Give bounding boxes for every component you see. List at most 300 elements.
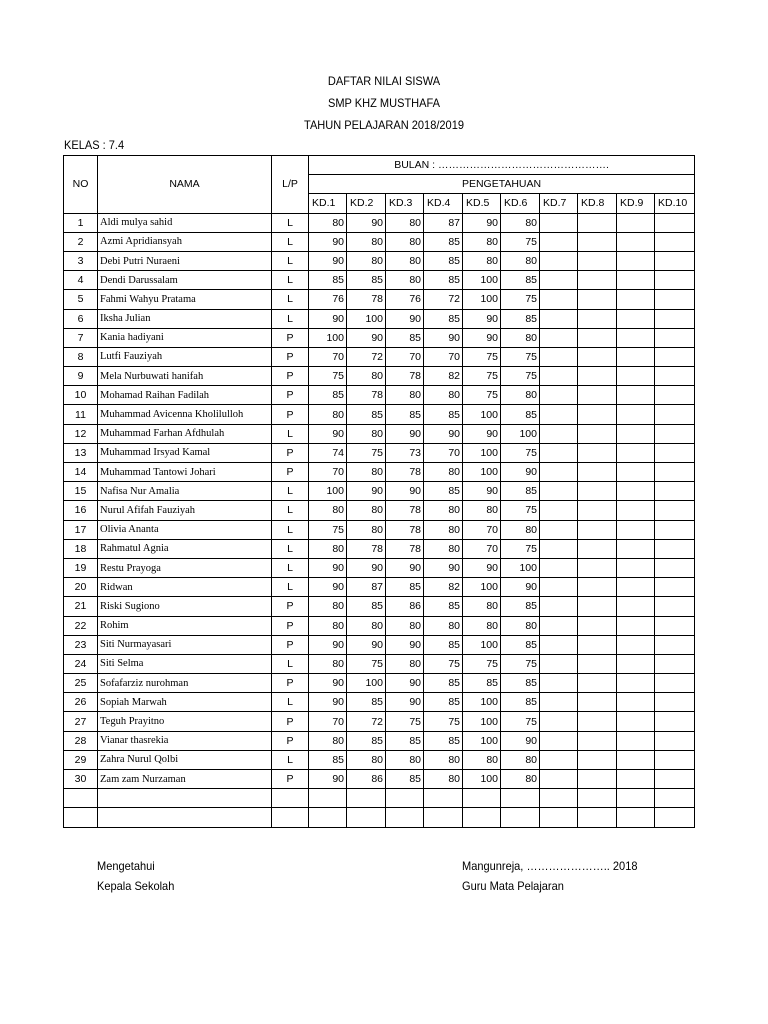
score-kd-10 — [655, 232, 695, 251]
score-kd-10 — [655, 290, 695, 309]
student-name: Zam zam Nurzaman — [98, 770, 272, 789]
score-kd-4: 85 — [424, 405, 463, 424]
score-kd-3: 86 — [386, 597, 424, 616]
row-number: 3 — [64, 251, 98, 270]
student-name: Ridwan — [98, 578, 272, 597]
score-kd-1: 90 — [309, 232, 347, 251]
row-number: 19 — [64, 558, 98, 577]
score-kd-6: 80 — [501, 750, 540, 769]
score-kd-5: 100 — [463, 271, 501, 290]
score-kd-9 — [617, 731, 655, 750]
score-kd-8 — [578, 750, 617, 769]
score-kd-9 — [617, 232, 655, 251]
score-kd-5: 80 — [463, 616, 501, 635]
row-number: 7 — [64, 328, 98, 347]
score-kd-10 — [655, 731, 695, 750]
score-kd-8 — [578, 482, 617, 501]
score-kd-5: 85 — [463, 674, 501, 693]
score-kd-1: 90 — [309, 558, 347, 577]
score-kd-3: 80 — [386, 232, 424, 251]
score-kd-8 — [578, 674, 617, 693]
score-kd-3: 90 — [386, 424, 424, 443]
score-kd-3: 80 — [386, 271, 424, 290]
score-kd-10 — [655, 424, 695, 443]
table-row — [64, 712, 695, 731]
score-kd-3: 80 — [386, 750, 424, 769]
score-kd-5: 90 — [463, 558, 501, 577]
score-kd-7 — [540, 482, 578, 501]
score-kd-3: 90 — [386, 309, 424, 328]
score-kd-10 — [655, 520, 695, 539]
score-kd-1: 85 — [309, 271, 347, 290]
score-kd-9 — [617, 367, 655, 386]
score-kd-9 — [617, 251, 655, 270]
row-number: 12 — [64, 424, 98, 443]
row-number: 18 — [64, 539, 98, 558]
student-name: Rahmatul Agnia — [98, 539, 272, 558]
empty-cell — [540, 808, 578, 827]
score-kd-4: 85 — [424, 251, 463, 270]
score-kd-10 — [655, 750, 695, 769]
table-row — [64, 731, 695, 750]
empty-cell — [617, 808, 655, 827]
score-kd-8 — [578, 597, 617, 616]
school-name: SMP KHZ MUSTHAFA — [327, 96, 441, 110]
score-kd-3: 78 — [386, 367, 424, 386]
empty-cell — [347, 789, 386, 808]
student-gender: L — [272, 290, 309, 309]
row-number: 21 — [64, 597, 98, 616]
row-number: 22 — [64, 616, 98, 635]
score-kd-3: 70 — [386, 347, 424, 366]
score-kd-2: 80 — [347, 616, 386, 635]
student-gender: L — [272, 520, 309, 539]
student-name: Siti Selma — [98, 654, 272, 673]
score-kd-10 — [655, 463, 695, 482]
score-kd-3: 90 — [386, 635, 424, 654]
score-kd-4: 90 — [424, 558, 463, 577]
score-kd-5: 100 — [463, 578, 501, 597]
score-kd-5: 80 — [463, 750, 501, 769]
score-kd-2: 85 — [347, 597, 386, 616]
score-kd-6: 80 — [501, 251, 540, 270]
student-name: Nurul Afifah Fauziyah — [98, 501, 272, 520]
score-kd-5: 90 — [463, 482, 501, 501]
score-kd-2: 78 — [347, 290, 386, 309]
row-number: 24 — [64, 654, 98, 673]
score-kd-8 — [578, 213, 617, 232]
score-kd-7 — [540, 251, 578, 270]
empty-cell — [655, 808, 695, 827]
score-kd-1: 80 — [309, 213, 347, 232]
header-kd-9: KD.9 — [617, 194, 655, 213]
score-kd-2: 80 — [347, 463, 386, 482]
header-kd-4: KD.4 — [424, 194, 463, 213]
score-kd-1: 75 — [309, 520, 347, 539]
score-kd-4: 80 — [424, 520, 463, 539]
score-kd-9 — [617, 443, 655, 462]
student-gender: L — [272, 213, 309, 232]
score-kd-9 — [617, 674, 655, 693]
score-kd-6: 90 — [501, 578, 540, 597]
score-kd-4: 90 — [424, 424, 463, 443]
score-kd-6: 75 — [501, 347, 540, 366]
row-number: 13 — [64, 443, 98, 462]
score-kd-10 — [655, 558, 695, 577]
row-number: 27 — [64, 712, 98, 731]
score-kd-2: 90 — [347, 213, 386, 232]
table-row — [64, 443, 695, 462]
score-kd-10 — [655, 405, 695, 424]
header-kd-10: KD.10 — [655, 194, 695, 213]
score-kd-5: 100 — [463, 770, 501, 789]
score-kd-9 — [617, 309, 655, 328]
score-kd-9 — [617, 463, 655, 482]
score-kd-5: 75 — [463, 367, 501, 386]
empty-cell — [463, 808, 501, 827]
header-kd-6: KD.6 — [501, 194, 540, 213]
score-kd-7 — [540, 367, 578, 386]
empty-cell — [501, 789, 540, 808]
score-kd-4: 85 — [424, 635, 463, 654]
score-kd-10 — [655, 309, 695, 328]
score-kd-8 — [578, 635, 617, 654]
score-kd-7 — [540, 290, 578, 309]
score-kd-4: 85 — [424, 309, 463, 328]
table-row — [64, 424, 695, 443]
score-kd-3: 78 — [386, 520, 424, 539]
score-kd-2: 85 — [347, 271, 386, 290]
student-name: Debi Putri Nuraeni — [98, 251, 272, 270]
score-kd-1: 90 — [309, 770, 347, 789]
score-kd-6: 75 — [501, 232, 540, 251]
score-kd-10 — [655, 347, 695, 366]
row-number: 1 — [64, 213, 98, 232]
student-name: Azmi Apridiansyah — [98, 232, 272, 251]
score-kd-9 — [617, 750, 655, 769]
score-kd-7 — [540, 597, 578, 616]
score-kd-6: 85 — [501, 674, 540, 693]
score-kd-6: 100 — [501, 424, 540, 443]
student-gender: P — [272, 386, 309, 405]
student-gender: L — [272, 654, 309, 673]
student-name: Zahra Nurul Qolbi — [98, 750, 272, 769]
score-kd-7 — [540, 213, 578, 232]
score-kd-8 — [578, 501, 617, 520]
student-gender: P — [272, 463, 309, 482]
score-kd-3: 80 — [386, 213, 424, 232]
student-gender: P — [272, 347, 309, 366]
score-kd-10 — [655, 482, 695, 501]
class-label: KELAS : 7.4 — [64, 138, 125, 152]
score-kd-9 — [617, 597, 655, 616]
score-kd-1: 70 — [309, 347, 347, 366]
score-kd-7 — [540, 635, 578, 654]
score-kd-8 — [578, 232, 617, 251]
score-kd-5: 75 — [463, 386, 501, 405]
score-kd-7 — [540, 539, 578, 558]
empty-cell — [578, 808, 617, 827]
empty-cell — [64, 808, 98, 827]
score-kd-3: 75 — [386, 712, 424, 731]
score-kd-8 — [578, 271, 617, 290]
header-kd-3: KD.3 — [386, 194, 424, 213]
score-kd-1: 80 — [309, 501, 347, 520]
score-kd-4: 85 — [424, 597, 463, 616]
row-number: 26 — [64, 693, 98, 712]
score-kd-2: 80 — [347, 520, 386, 539]
header-kd-1: KD.1 — [309, 194, 347, 213]
student-name: Kania hadiyani — [98, 328, 272, 347]
student-gender: P — [272, 770, 309, 789]
student-name: Sofafarziz nurohman — [98, 674, 272, 693]
score-kd-7 — [540, 558, 578, 577]
footer-place-date: Mangunreja, ………………….. 2018 — [462, 859, 638, 873]
score-kd-2: 100 — [347, 309, 386, 328]
student-gender: P — [272, 405, 309, 424]
score-kd-1: 90 — [309, 674, 347, 693]
table-row — [64, 597, 695, 616]
score-kd-6: 75 — [501, 501, 540, 520]
footer-mengetahui: Mengetahui — [97, 859, 155, 873]
row-number: 11 — [64, 405, 98, 424]
row-number: 28 — [64, 731, 98, 750]
score-kd-2: 85 — [347, 405, 386, 424]
score-kd-4: 70 — [424, 347, 463, 366]
score-kd-9 — [617, 328, 655, 347]
table-row — [64, 520, 695, 539]
student-gender: P — [272, 443, 309, 462]
score-kd-10 — [655, 501, 695, 520]
score-kd-6: 85 — [501, 693, 540, 712]
table-row — [64, 616, 695, 635]
row-number: 17 — [64, 520, 98, 539]
score-kd-2: 100 — [347, 674, 386, 693]
score-kd-10 — [655, 770, 695, 789]
table-row — [64, 290, 695, 309]
score-kd-9 — [617, 616, 655, 635]
score-kd-2: 85 — [347, 693, 386, 712]
score-kd-3: 85 — [386, 405, 424, 424]
empty-cell — [578, 789, 617, 808]
empty-cell — [386, 789, 424, 808]
header-pengetahuan: PENGETAHUAN — [309, 175, 695, 194]
score-kd-10 — [655, 597, 695, 616]
score-kd-2: 72 — [347, 712, 386, 731]
table-row — [64, 328, 695, 347]
score-kd-7 — [540, 424, 578, 443]
score-kd-3: 78 — [386, 539, 424, 558]
score-kd-5: 100 — [463, 290, 501, 309]
score-kd-3: 85 — [386, 770, 424, 789]
student-gender: L — [272, 232, 309, 251]
student-name: Teguh Prayitno — [98, 712, 272, 731]
student-gender: P — [272, 712, 309, 731]
header-kd-2: KD.2 — [347, 194, 386, 213]
score-kd-7 — [540, 750, 578, 769]
score-kd-5: 100 — [463, 731, 501, 750]
score-kd-9 — [617, 693, 655, 712]
academic-year: TAHUN PELAJARAN 2018/2019 — [304, 118, 464, 132]
row-number: 6 — [64, 309, 98, 328]
score-kd-5: 100 — [463, 693, 501, 712]
student-name: Rohim — [98, 616, 272, 635]
score-kd-7 — [540, 232, 578, 251]
student-name: Mohamad Raihan Fadilah — [98, 386, 272, 405]
score-kd-3: 90 — [386, 558, 424, 577]
score-kd-8 — [578, 405, 617, 424]
score-kd-3: 90 — [386, 693, 424, 712]
score-kd-10 — [655, 616, 695, 635]
row-number: 9 — [64, 367, 98, 386]
score-kd-2: 90 — [347, 482, 386, 501]
score-kd-2: 90 — [347, 635, 386, 654]
score-kd-4: 80 — [424, 770, 463, 789]
student-gender: L — [272, 558, 309, 577]
student-name: Mela Nurbuwati hanifah — [98, 367, 272, 386]
score-kd-4: 80 — [424, 539, 463, 558]
table-row — [64, 558, 695, 577]
score-kd-3: 80 — [386, 386, 424, 405]
score-kd-10 — [655, 328, 695, 347]
score-kd-8 — [578, 731, 617, 750]
score-kd-2: 85 — [347, 731, 386, 750]
score-kd-6: 80 — [501, 770, 540, 789]
score-kd-5: 100 — [463, 405, 501, 424]
score-kd-1: 80 — [309, 616, 347, 635]
score-kd-10 — [655, 443, 695, 462]
score-kd-8 — [578, 424, 617, 443]
score-kd-1: 85 — [309, 386, 347, 405]
score-kd-9 — [617, 290, 655, 309]
empty-cell — [309, 808, 347, 827]
score-kd-6: 100 — [501, 558, 540, 577]
score-kd-5: 80 — [463, 597, 501, 616]
student-name: Riski Sugiono — [98, 597, 272, 616]
table-row — [64, 770, 695, 789]
score-kd-1: 80 — [309, 597, 347, 616]
score-kd-9 — [617, 386, 655, 405]
score-kd-2: 80 — [347, 232, 386, 251]
empty-cell — [424, 808, 463, 827]
score-kd-6: 75 — [501, 654, 540, 673]
score-kd-6: 85 — [501, 271, 540, 290]
score-kd-2: 80 — [347, 750, 386, 769]
document-title: DAFTAR NILAI SISWA — [327, 74, 441, 88]
student-gender: L — [272, 309, 309, 328]
empty-cell — [463, 789, 501, 808]
score-kd-6: 85 — [501, 482, 540, 501]
student-name: Fahmi Wahyu Pratama — [98, 290, 272, 309]
score-kd-10 — [655, 578, 695, 597]
student-gender: P — [272, 616, 309, 635]
table-row — [64, 251, 695, 270]
row-number: 8 — [64, 347, 98, 366]
student-name: Olivia Ananta — [98, 520, 272, 539]
score-kd-9 — [617, 501, 655, 520]
row-number: 30 — [64, 770, 98, 789]
score-kd-10 — [655, 693, 695, 712]
score-kd-1: 85 — [309, 750, 347, 769]
score-kd-8 — [578, 616, 617, 635]
score-kd-4: 80 — [424, 463, 463, 482]
student-gender: L — [272, 271, 309, 290]
row-number: 5 — [64, 290, 98, 309]
student-gender: P — [272, 328, 309, 347]
score-kd-9 — [617, 654, 655, 673]
score-kd-8 — [578, 290, 617, 309]
score-kd-1: 80 — [309, 539, 347, 558]
score-kd-10 — [655, 271, 695, 290]
score-kd-2: 80 — [347, 367, 386, 386]
student-name: Aldi mulya sahid — [98, 213, 272, 232]
student-name: Iksha Julian — [98, 309, 272, 328]
table-row — [64, 750, 695, 769]
row-number: 29 — [64, 750, 98, 769]
score-kd-5: 75 — [463, 347, 501, 366]
score-kd-9 — [617, 712, 655, 731]
student-name: Muhammad Avicenna Kholilulloh — [98, 405, 272, 424]
score-kd-1: 90 — [309, 424, 347, 443]
table-row — [64, 463, 695, 482]
empty-cell — [386, 808, 424, 827]
score-kd-8 — [578, 251, 617, 270]
score-kd-2: 75 — [347, 443, 386, 462]
score-kd-5: 90 — [463, 309, 501, 328]
table-row — [64, 674, 695, 693]
score-kd-1: 100 — [309, 482, 347, 501]
score-kd-8 — [578, 520, 617, 539]
score-kd-9 — [617, 482, 655, 501]
score-kd-7 — [540, 616, 578, 635]
score-kd-2: 87 — [347, 578, 386, 597]
score-kd-8 — [578, 347, 617, 366]
score-kd-7 — [540, 405, 578, 424]
score-kd-4: 87 — [424, 213, 463, 232]
table-row — [64, 271, 695, 290]
score-kd-6: 80 — [501, 616, 540, 635]
score-kd-4: 80 — [424, 386, 463, 405]
score-kd-3: 85 — [386, 731, 424, 750]
score-kd-6: 80 — [501, 386, 540, 405]
score-kd-3: 90 — [386, 674, 424, 693]
score-kd-7 — [540, 731, 578, 750]
student-gender: P — [272, 731, 309, 750]
score-kd-5: 100 — [463, 712, 501, 731]
student-gender: L — [272, 693, 309, 712]
score-kd-7 — [540, 386, 578, 405]
score-kd-7 — [540, 328, 578, 347]
empty-cell — [540, 789, 578, 808]
table-row — [64, 654, 695, 673]
score-kd-1: 90 — [309, 578, 347, 597]
score-kd-9 — [617, 539, 655, 558]
score-kd-7 — [540, 654, 578, 673]
score-kd-6: 90 — [501, 463, 540, 482]
score-kd-1: 80 — [309, 654, 347, 673]
score-kd-6: 75 — [501, 290, 540, 309]
empty-cell — [98, 789, 272, 808]
score-kd-5: 90 — [463, 328, 501, 347]
score-kd-9 — [617, 271, 655, 290]
score-kd-1: 70 — [309, 463, 347, 482]
student-gender: P — [272, 367, 309, 386]
score-kd-8 — [578, 328, 617, 347]
empty-cell — [272, 808, 309, 827]
student-gender: L — [272, 578, 309, 597]
score-kd-2: 90 — [347, 558, 386, 577]
score-kd-4: 70 — [424, 443, 463, 462]
